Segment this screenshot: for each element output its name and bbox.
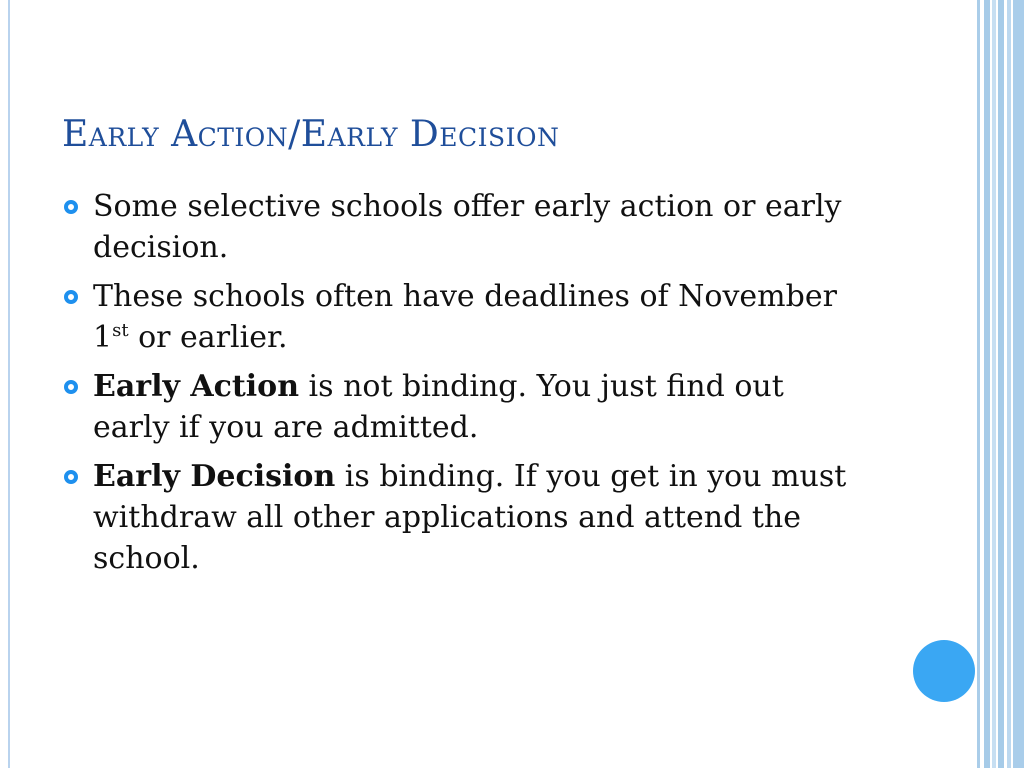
bullet-item bbox=[64, 186, 864, 268]
right-stripe bbox=[1013, 0, 1024, 768]
bullet-item bbox=[64, 456, 864, 579]
blue-circle-icon bbox=[913, 640, 975, 702]
bullet-text: Some selective schools offer early action or early decision. bbox=[93, 189, 842, 265]
ring-bullet-icon bbox=[64, 200, 78, 214]
bullet-list bbox=[64, 186, 864, 587]
bullet-item bbox=[64, 366, 864, 448]
ring-bullet-icon bbox=[64, 380, 78, 394]
ring-bullet-icon bbox=[64, 470, 78, 484]
bullet-term: Early Action bbox=[93, 369, 300, 404]
bullet-text: These schools often have deadlines of November 1 bbox=[93, 279, 837, 355]
right-stripe bbox=[984, 0, 990, 768]
bullet-text: is binding. If you get in you must withdraw all other applications and attend the school. bbox=[93, 459, 847, 576]
bullet-text: or earlier. bbox=[128, 320, 288, 355]
ring-bullet-icon bbox=[64, 290, 78, 304]
right-stripe bbox=[1007, 0, 1011, 768]
bullet-superscript: st bbox=[112, 320, 129, 341]
bullet-item bbox=[64, 276, 864, 358]
right-stripe bbox=[977, 0, 980, 768]
slide-title: Early Action/Early Decision bbox=[62, 114, 560, 155]
bullet-term: Early Decision bbox=[93, 459, 336, 494]
bullet-text: is not binding. You just find out early if you are admitted. bbox=[93, 369, 784, 445]
right-stripe bbox=[998, 0, 1004, 768]
right-stripe bbox=[992, 0, 996, 768]
left-frame-line bbox=[8, 0, 10, 768]
